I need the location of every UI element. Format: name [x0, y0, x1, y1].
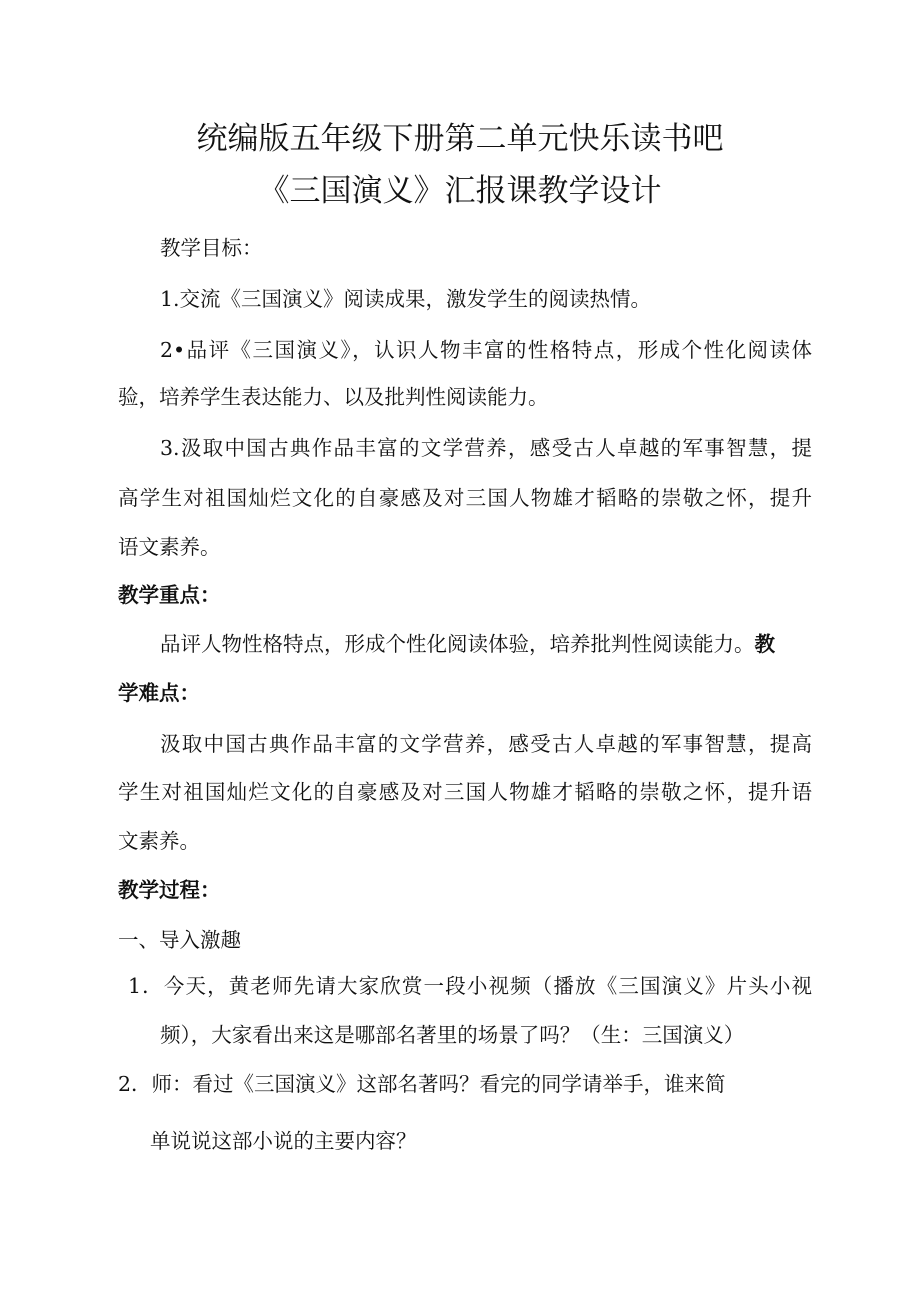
step-1-line-1: 1．今天，黄老师先请大家欣赏一段小视频（播放《三国演义》片头小视 [128, 974, 812, 998]
title-line-2: 《三国演义》汇报课教学设计 [258, 173, 662, 209]
objective-item-1: 1.交流《三国演义》阅读成果，激发学生的阅读热情。 [160, 287, 652, 311]
difficulties-line-1: 汲取中国古典作品丰富的文学营养，感受古人卓越的军事智慧，提高 [160, 732, 812, 756]
objectives-label: 教学目标： [160, 236, 263, 260]
objective-item-3-line-2: 高学生对祖国灿烂文化的自豪感及对三国人物雄才韬略的崇敬之怀，提升 [118, 486, 812, 510]
process-label: 教学过程： [118, 878, 221, 902]
step-2-line-2: 单说说这部小说的主要内容？ [150, 1129, 417, 1153]
step-2-line-1: 2．师：看过《三国演义》这部名著吗？看完的同学请举手，谁来简 [118, 1072, 726, 1096]
objective-item-3-line-3: 语文素养。 [118, 535, 221, 559]
objective-item-2-line-1: 2•品评《三国演义》，认识人物丰富的性格特点，形成个性化阅读体 [160, 338, 812, 362]
difficulties-line-3: 文素养。 [118, 829, 200, 853]
difficulties-line-2: 学生对祖国灿烂文化的自豪感及对三国人物雄才韬略的崇敬之怀，提升语 [118, 780, 812, 804]
title-line-1: 统编版五年级下册第二单元快乐读书吧 [196, 121, 724, 157]
key-points-label: 教学重点： [118, 583, 221, 607]
key-points-body: 品评人物性格特点，形成个性化阅读体验，培养批判性阅读能力。 [160, 632, 755, 656]
difficulty-label-part-1: 教 [754, 632, 775, 656]
section-1-heading: 一、导入激趣 [118, 928, 241, 952]
objective-item-2-line-2: 验，培养学生表达能力、以及批判性阅读能力。 [118, 385, 549, 409]
key-points-text [160, 629, 775, 659]
difficulty-label-part-2: 学难点： [118, 681, 200, 705]
objective-item-3-line-1: 3.汲取中国古典作品丰富的文学营养，感受古人卓越的军事智慧，提 [160, 436, 812, 460]
step-1-line-2: 频），大家看出来这是哪部名著里的场景了吗？（生：三国演义） [160, 1023, 745, 1047]
